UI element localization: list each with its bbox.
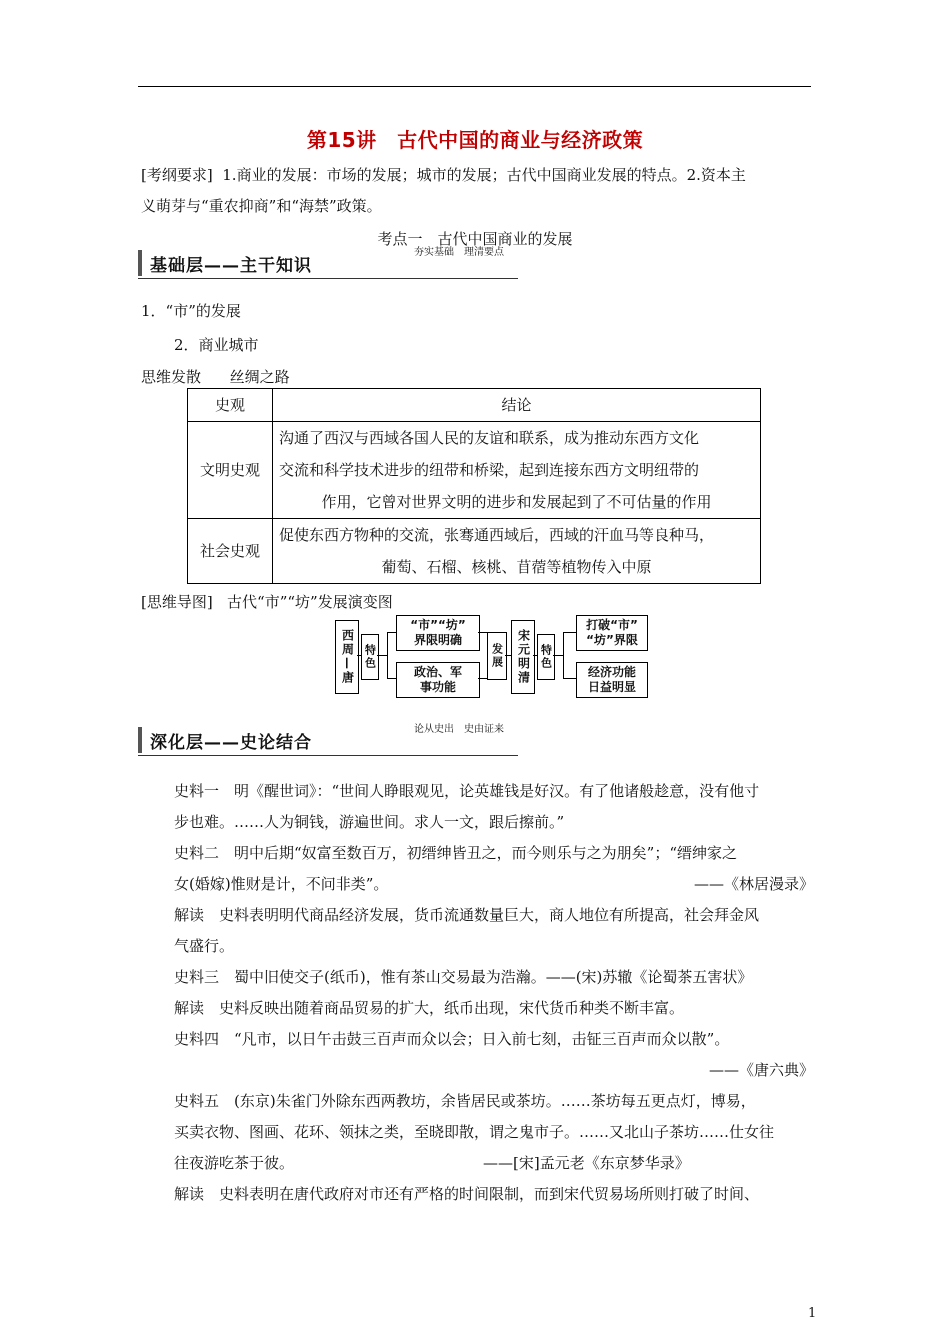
material-source: ——《唐六典》: [708, 1061, 814, 1079]
table-cell-conclusion: [273, 519, 761, 584]
box-line: 政治、军: [413, 665, 462, 679]
section-band-deep: [138, 724, 518, 753]
conclusion-line: 沟通了西汉与西域各国人民的友谊和联系，成为推动东西方文化: [279, 429, 700, 447]
table-cell-view: 社会史观: [188, 519, 273, 584]
requirements-label: [考纲要求]: [141, 166, 213, 184]
material-line: 买卖衣物、图画、花环、领抹之类，至晓即散，谓之鬼市子。……又北山子茶坊……仕女往: [174, 1123, 775, 1141]
table-row: [188, 422, 761, 519]
material-line: 往夜游吃茶于彼。: [174, 1154, 295, 1172]
mindmap-left-period: 西周—唐: [335, 620, 359, 694]
material-line: 史料五 (东京)朱雀门外除东西两教坊，余皆居民或茶坊。……茶坊每五更点灯，博易，: [174, 1092, 756, 1110]
box-line: 经济功能: [587, 665, 636, 679]
box-line: “市”“坊”: [410, 618, 466, 632]
section-band-basic: [138, 247, 518, 276]
section-basic-label: 基础层——主干知识: [150, 256, 312, 276]
topic-heading: 考点一 古代中国商业的发展: [377, 230, 573, 248]
mindmap-feature-2: 特色: [537, 634, 555, 680]
mindmap-right-period: 宋元明清: [511, 620, 535, 694]
table-cell-conclusion: [273, 422, 761, 519]
box-line: 界限明确: [413, 633, 462, 647]
section-basic-tag: 夯实基础 理清要点: [414, 247, 504, 258]
interpretation-line: 解读 史料表明在唐代政府对市还有严格的时间限制，而到宋代贸易场所则打破了时间、: [174, 1185, 760, 1203]
table-row: [188, 519, 761, 584]
interpretation-line: 气盛行。: [174, 937, 235, 955]
requirements: [141, 160, 813, 222]
table-header: 结论: [273, 389, 761, 422]
section-deep-label: 深化层——史论结合: [150, 733, 312, 753]
item-market: 1．“市”的发展: [141, 302, 241, 320]
material-line: 史料四 “凡市，以日午击鼓三百声而众以会；日入前七刻，击钲三百声而众以散”。: [174, 1030, 730, 1048]
historical-materials: [174, 776, 814, 1210]
connector: [553, 655, 563, 656]
box-line: 事功能: [419, 680, 456, 694]
connector: [387, 632, 396, 633]
mindmap-box-a: [396, 615, 480, 651]
box-line: 打破“市”: [586, 618, 638, 632]
band-underline: [138, 755, 518, 756]
mindmap-box-b: [396, 662, 480, 698]
page-number: 1: [808, 1306, 817, 1321]
conclusion-line: 作用，它曾对世界文明的进步和发展起到了不可估量的作用: [321, 493, 712, 511]
mindmap-box-c: [576, 615, 648, 651]
page-title: 第15讲 古代中国的商业与经济政策: [306, 128, 644, 152]
conclusion-line: 交流和科学技术进步的纽带和桥梁，起到连接东西方文明纽带的: [279, 461, 700, 479]
material-line: 史料一 明《醒世词》：“世间人睁眼观见，论英雄钱是好汉。有了他诸般趁意，没有他寸: [174, 782, 760, 800]
band-marker: [138, 727, 142, 753]
material-line: 史料三 蜀中旧使交子(纸币)，惟有茶山交易最为浩瀚。——(宋)苏辙《论蜀茶五害状》: [174, 968, 753, 986]
divergent-subject: 丝绸之路: [229, 368, 290, 386]
mindmap-develop: 发展: [487, 632, 507, 680]
mindmap-feature-1: 特色: [361, 634, 379, 680]
material-source: ——《林居漫录》: [693, 875, 814, 893]
material-line: 女(婚嫁)惟财是计，不问非类”。: [174, 875, 389, 893]
connector: [563, 678, 576, 679]
mindmap-label: [思维导图]: [141, 593, 213, 611]
divergent-thinking: [141, 366, 290, 387]
table-header: 史观: [188, 389, 273, 422]
mindmap-caption: 古代“市”“坊”发展演变图: [227, 593, 393, 611]
box-line: 日益明显: [587, 680, 636, 694]
mindmap-heading: [141, 591, 393, 612]
requirements-line2: 义萌芽与“重农抑商”和“海禁”政策。: [141, 197, 382, 215]
conclusion-line: 促使东西方物种的交流，张骞通西域后，西域的汗血马等良种马，: [279, 526, 715, 544]
mindmap-box-d: [576, 662, 648, 698]
connector: [478, 678, 487, 679]
connector: [387, 632, 388, 679]
material-line: 史料二 明中后期“奴富至数百万，初缙绅皆丑之，而今则乐与之为朋矣”；“缙绅家之: [174, 844, 738, 862]
connector: [563, 632, 564, 679]
material-source: ——[宋]孟元老《东京梦华录》: [483, 1154, 690, 1172]
requirements-line1: 1.商业的发展：市场的发展；城市的发展；古代中国商业发展的特点。2.资本主: [222, 166, 746, 184]
band-underline: [138, 278, 518, 279]
table-cell-view: 文明史观: [188, 422, 273, 519]
silk-road-table: [187, 388, 761, 584]
connector: [563, 632, 576, 633]
box-line: “坊”界限: [586, 633, 638, 647]
section-deep-tag: 论从史出 史由证来: [414, 724, 504, 735]
connector: [478, 632, 487, 633]
divergent-label: 思维发散: [141, 368, 202, 386]
item-cities: 2．商业城市: [174, 336, 259, 354]
top-rule: [138, 86, 811, 87]
band-marker: [138, 250, 142, 276]
material-line: 步也难。……人为铜钱，游遍世间。求人一文，跟后擦前。”: [174, 813, 565, 831]
table-header-row: [188, 389, 761, 422]
interpretation-line: 解读 史料表明明代商品经济发展，货币流通数量巨大，商人地位有所提高，社会拜金风: [174, 906, 760, 924]
interpretation-line: 解读 史料反映出随着商品贸易的扩大，纸币出现，宋代货币种类不断丰富。: [174, 999, 685, 1017]
conclusion-line: 葡萄、石榴、核桃、苜蓿等植物传入中原: [381, 558, 652, 576]
connector: [377, 655, 387, 656]
connector: [387, 678, 396, 679]
